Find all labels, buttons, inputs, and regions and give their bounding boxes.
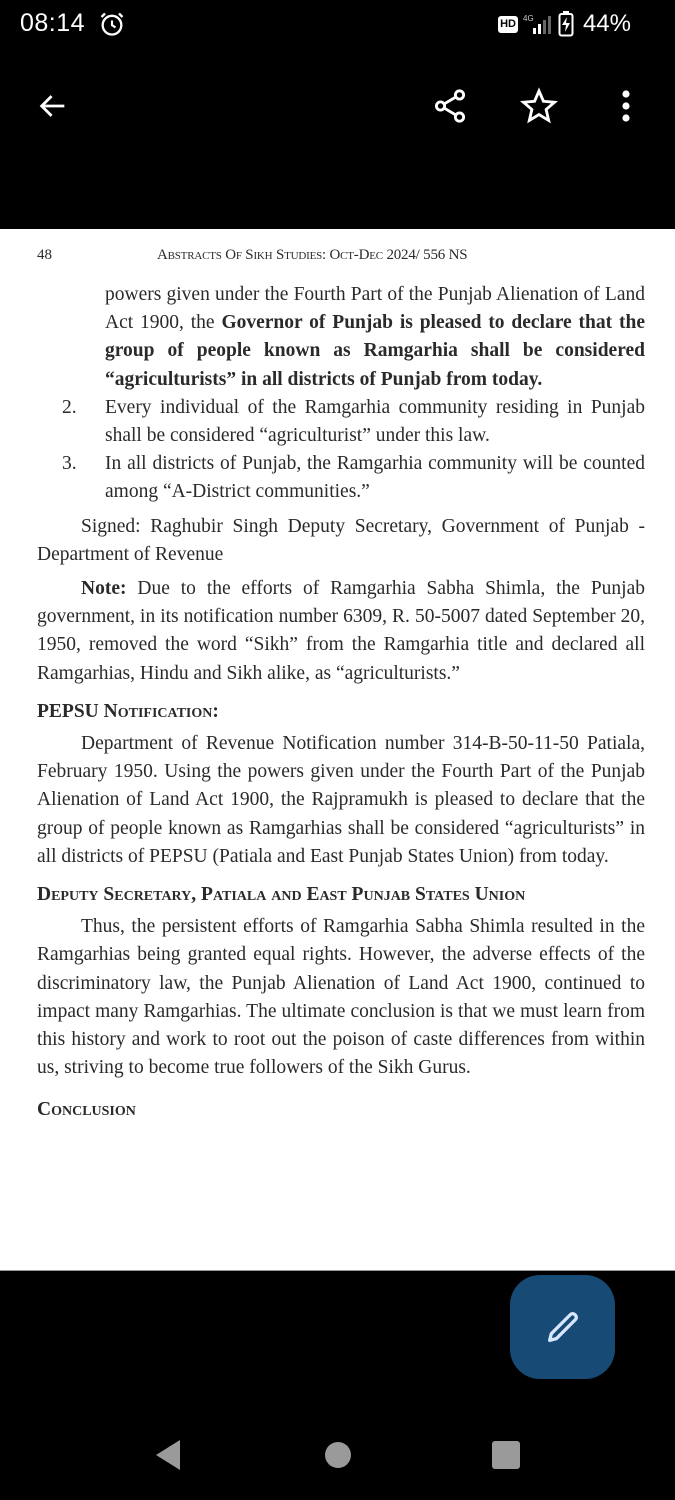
system-nav-bar [0,1400,675,1500]
nav-home-button[interactable] [313,1438,363,1472]
alarm-icon [98,10,126,38]
svg-text:4G: 4G [522,14,534,23]
more-options-button[interactable] [602,82,650,130]
pepsu-paragraph: Department of Revenue Notification number 314-B-50-11-50 Patiala, February 1950. Using the powers given under the Fourth Part of the Punjab Alienation of Land Act 1900, the Rajpramukh is pleased to declare that the group of people known as Ramgarhias shall be considered “agriculturists” in all districts of PEPSU (Patiala and East Punjab States Union) from today. [37,733,645,867]
nav-back-button[interactable] [143,1438,193,1472]
app-toolbar [0,60,675,150]
bookmark-star-button[interactable] [515,82,563,130]
page-number: 48 [37,247,52,263]
pepsu-heading: PEPSU Notification: [37,700,219,722]
share-button[interactable] [426,82,474,130]
share-icon [431,87,469,125]
para-bold-text: Governor of Punjab is pleased to declare that the group of people known as Ramgarhia shall be considered “agriculturists” in all districts of Punjab from today. [105,312,645,390]
nav-back-icon [153,1439,183,1471]
deputy-secretary-heading: Deputy Secretary, Patiala and East Punjab States Union [37,884,526,906]
edit-fab-button[interactable] [510,1275,615,1379]
pencil-icon [543,1307,583,1347]
signal-icon [523,12,553,36]
more-vert-icon [611,88,641,124]
list-number: 2. [62,396,77,418]
battery-percent: 44% [582,10,631,37]
conclusion-heading: Conclusion [37,1099,136,1121]
nav-home-icon [324,1441,352,1469]
continued-paragraph [37,281,645,394]
status-bar [0,0,675,50]
document-page[interactable] [0,229,675,1271]
list-item [37,450,645,506]
status-indicators [498,10,631,38]
back-button[interactable] [29,82,77,130]
journal-title: Abstracts Of Sikh Studies: Oct-Dec 2024/ 556 NS [157,247,468,263]
list-text: In all districts of Punjab, the Ramgarhia community will be counted among “A-District communities.” [105,453,645,503]
star-outline-icon [520,87,558,125]
battery-charging-icon [558,11,574,37]
note-text: Due to the efforts of Ramgarhia Sabha Shimla, the Punjab government, in its notification number 6309, R. 50-5007 dated September 20, 1950, removed the word “Sikh” from the Ramgarhia title and declared all Ramgarhias, Hindu and Sikh alike, as “agriculturists.” [37,578,645,684]
arrow-left-icon [36,89,70,123]
list-text: Every individual of the Ramgarhia community residing in Punjab shall be considered “agriculturist” under this law. [105,396,645,447]
status-time: 08:14 [20,9,86,37]
signed-paragraph: Signed: Raghubir Singh Deputy Secretary, Government of Punjab - Department of Revenue [37,515,645,565]
note-paragraph [37,575,645,688]
para-text: powers given under the Fourth Part of the Punjab Alienation of Land Act 1900, the [105,284,645,334]
list-number: 3. [62,453,77,475]
nav-recents-button[interactable] [481,1438,531,1472]
list-item [37,394,645,450]
note-label: Note: [81,578,127,600]
page-content [37,281,645,1125]
hd-badge: HD [498,16,518,33]
nav-recents-icon [492,1441,520,1469]
thus-paragraph: Thus, the persistent efforts of Ramgarhia Sabha Shimla resulted in the Ramgarhias being granted equal rights. However, the adverse effects of the discriminatory law, the Punjab Alienation of Land Act 1900, continued to impact many Ramgarhias. The ultimate conclusion is that we must learn from this history and work to root out the poison of caste differences from within us, striving to become true followers of the Sikh Gurus. [37,916,645,1079]
